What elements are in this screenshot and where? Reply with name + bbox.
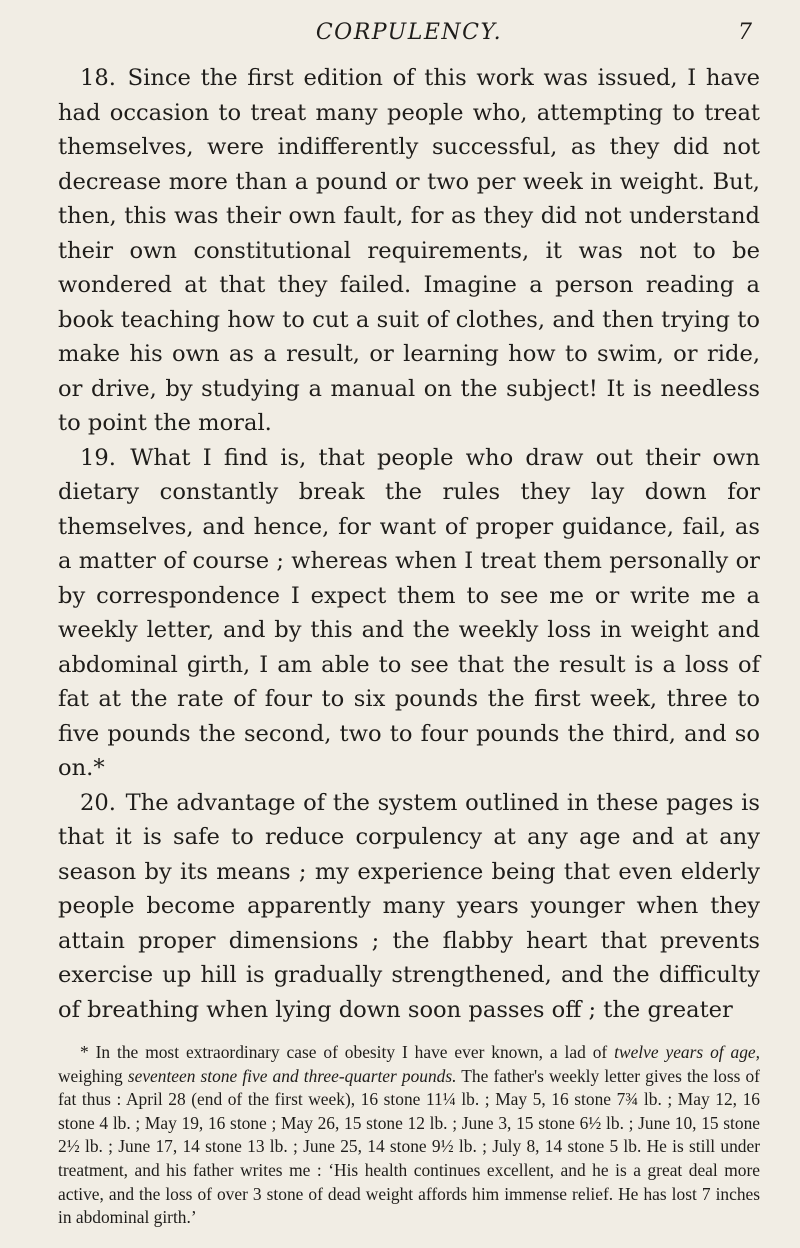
paragraph-number: 19. [80,444,116,471]
paragraph-text: What I find is, that people who draw out their own dietary constantly break the rules they lay down for themselves, and hence, for want of proper guidance, fail, as a matter of course ; whereas when I treat them personally or by correspondence I expect them to see me or write me a weekly letter, and by this and the weekly loss in weight and abdominal girth, I am able to see that the result is a loss of fat at the rate of four to six pounds the first week, three to five pounds the second, two to four pounds the third, and so on.* [58,444,760,781]
paragraph-18 [58,61,760,441]
paragraph-20 [58,786,760,1028]
footnote-italic-weight: seventeen stone five and three-quarter pounds. [127,1065,457,1086]
body-text [58,61,760,1027]
footnote-mid: weighing [58,1065,123,1086]
paragraph-text: The advantage of the system outlined in these pages is that it is safe to reduce corpulency at any age and at any season by its means ; my experience being that even elderly people become apparently many years younger when they attain proper dimensions ; the flabby heart that prevents exercise up hill is gradually strengthened, and the difficulty of breathing when lying down soon passes off ; the greater [58,789,760,1023]
paragraph-19 [58,441,760,786]
paragraph-number: 20. [80,789,116,816]
running-head [58,20,760,54]
paragraph-number: 18. [80,65,116,91]
paragraph-text: Since the first edition of this work was issued, I have had occasion to treat many people who, attempting to treat themselves, were indifferently successful, as they did not decrease more than a pound or two per week in weight. But, then, this was their own fault, for as they did not understand their own constitutional requirements, it was not to be wondered at that they failed. Imagine a person reading a book teaching how to cut a suit of clothes, and then trying to make his own as a result, or learning how to swim, or ride, or drive, by studying a manual on the subject! It is needless to point the moral. [58,65,761,436]
page-number: 7 [738,20,752,45]
footnote-lead: * In the most extraordinary case of obesity I have ever known, a lad of [80,1042,608,1062]
footnote [58,1041,760,1230]
running-title: CORPULENCY. [315,20,503,45]
footnote-italic-age: twelve years of age, [614,1042,760,1062]
footnote-rest: The father's weekly letter gives the loss of fat thus : April 28 (end of the first week), 16 stone 11¼ lb. ; May 5, 16 stone 7¾ lb. ; May 12, 16 stone 4 lb. ; May 19, 16 stone ; May 26, 15 stone 12 lb. ; June 3, 15 stone 6½ lb. ; June 10, 15 stone 2½ lb. ; June 17, 14 stone 13 lb. ; June 25, 14 stone 9½ lb. ; July 8, 14 stone 5 lb. He is still under treatment, and his father writes me : ‘His health continues excellent, and he is a great deal more active, and the loss of over 3 stone of dead weight affords him immense relief. He has lost 7 inches in abdominal girth.’ [58,1065,760,1228]
